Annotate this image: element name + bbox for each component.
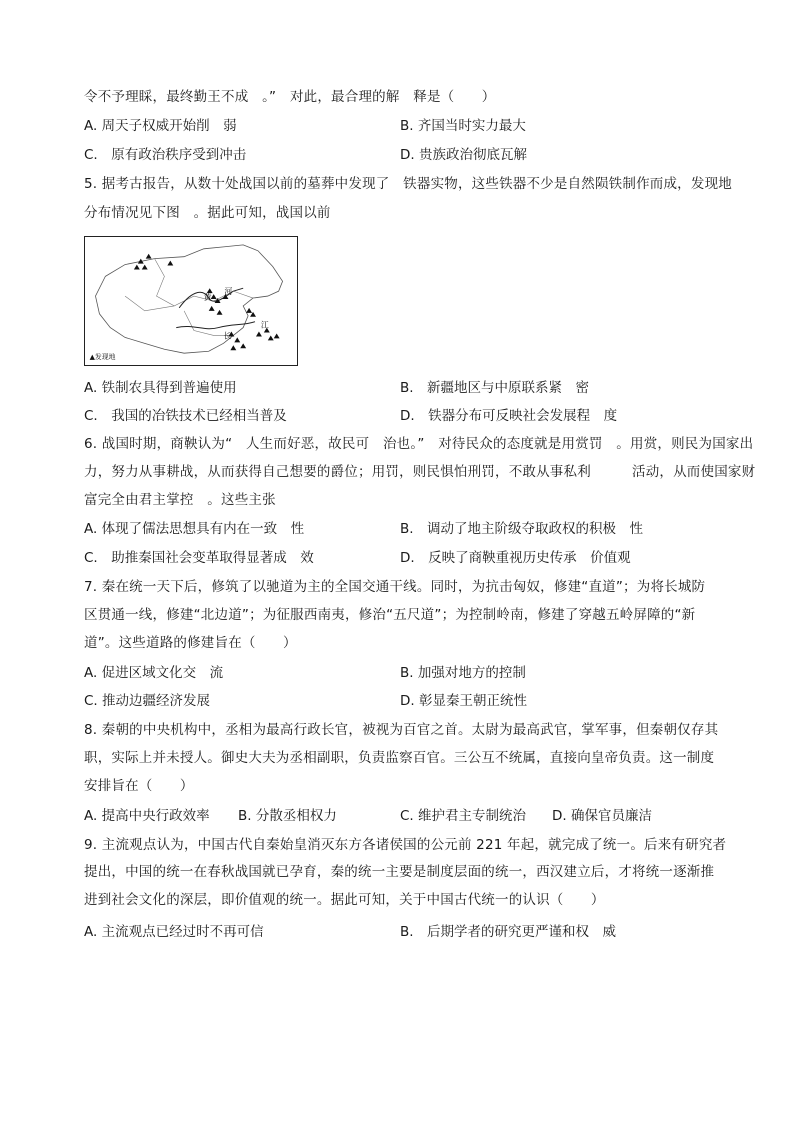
q5-option-a: A. 铁制农具得到普遍使用 <box>84 380 237 396</box>
find-marker <box>142 265 148 270</box>
q8-option-d: D. 确保官员廉洁 <box>552 808 652 824</box>
q7-option-d: D. 彰显秦王朝正统性 <box>400 693 527 709</box>
q7-option-a: A. 促进区域文化交 流 <box>84 665 224 681</box>
q6-option-a: A. 体现了儒法思想具有内在一致 性 <box>84 521 305 537</box>
river-label-jiang: 江 <box>260 320 269 330</box>
q8-option-a: A. 提高中央行政效率 <box>84 808 210 824</box>
iron-finds-map <box>84 236 298 366</box>
find-marker <box>240 343 246 348</box>
q4-option-c: C. 原有政治秩序受到冲击 <box>84 147 247 163</box>
q5-stem-line2: 分布情况见下图 。据此可知，战国以前 <box>84 205 331 221</box>
inner-boundary <box>125 296 174 311</box>
river-label-huang: 黄 <box>203 293 212 303</box>
q4-stem-tail: 令不予理睬，最终勤王不成 。” 对此，最合理的解 释是（ ） <box>84 89 496 105</box>
q6-stem-line1: 6. 战国时期，商鞅认为“ 人生而好恶，故民可 治也。” 对待民众的态度就是用赏罚 。用赏，则民为国家出 <box>84 436 754 452</box>
q5-option-b: B. 新疆地区与中原联系紧 密 <box>400 380 590 396</box>
q9-option-b: B. 后期学者的研究更严谨和权 威 <box>400 924 617 940</box>
river-label-he: 河 <box>224 287 233 297</box>
find-marker <box>134 265 140 270</box>
q9-stem-line3: 进到社会文化的深层，即价值观的统一。据此可知，关于中国古代统一的认识（ ） <box>84 892 605 908</box>
find-marker <box>274 333 280 338</box>
find-marker <box>256 332 262 337</box>
q6-stem-line3: 富完全由君主掌控 。这些主张 <box>84 492 276 508</box>
find-marker <box>234 337 240 342</box>
q8-option-b: B. 分散丞相权力 <box>238 808 337 824</box>
q5-option-c: C. 我国的冶铁技术已经相当普及 <box>84 408 287 424</box>
q7-stem-line2: 区贯通一线，修建“北边道”；为征服西南夷，修治“五尺道”；为控制岭南，修建了穿越五岭屏障的“新 <box>84 607 696 623</box>
border-outline <box>95 245 282 353</box>
q7-option-c: C. 推动边疆经济发展 <box>84 693 211 709</box>
q8-stem-line2: 职，实际上并未授人。御史大夫为丞相副职，负责监察百官。三公互不统属，直接向皇帝负责。这一制度 <box>84 750 715 766</box>
q5-stem-line1: 5. 据考古报告，从数十处战国以前的墓葬中发现了 铁器实物，这些铁器不少是自然陨铁制作而成，发现地 <box>84 176 732 192</box>
q4-option-a: A. 周天子权威开始削 弱 <box>84 118 237 134</box>
q9-option-a: A. 主流观点已经过时不再可信 <box>84 924 264 940</box>
river-label-chang: 长 <box>223 331 232 341</box>
q5-option-d: D. 铁器分布可反映社会发展程 度 <box>400 408 618 424</box>
find-marker <box>268 335 274 340</box>
q7-option-b: B. 加强对地方的控制 <box>400 665 526 681</box>
find-marker <box>146 254 152 259</box>
find-marker <box>246 308 252 313</box>
find-marker <box>217 310 223 315</box>
find-marker <box>209 306 215 311</box>
q7-stem-line3: 道”。这些道路的修建旨在（ ） <box>84 635 297 651</box>
q6-stem-line2: 力，努力从事耕战，从而获得自己想要的爵位；用罚，则民惧怕刑罚，不敢从事私利 活动，从而使国家财 <box>84 464 756 480</box>
map-legend: ▲发现地 <box>89 353 116 362</box>
q8-stem-line3: 安排旨在（ ） <box>84 778 194 794</box>
q6-option-b: B. 调动了地主阶级夺取政权的积极 性 <box>400 521 644 537</box>
q9-stem-line2: 提出，中国的统一在春秋战国就已孕育，秦的统一主要是制度层面的统一，西汉建立后，才将统一逐渐推 <box>84 864 715 880</box>
q6-option-c: C. 助推秦国社会变革取得显著成 效 <box>84 550 314 566</box>
find-marker <box>167 261 173 266</box>
china-map-svg <box>85 237 297 365</box>
find-marker <box>230 345 236 350</box>
q6-option-d: D. 反映了商鞅重视历史传承 价值观 <box>400 550 631 566</box>
q7-stem-line1: 7. 秦在统一天下后，修筑了以驰道为主的全国交通干线。同时，为抗击匈奴，修建“直道”；为将长城防 <box>84 579 706 595</box>
q4-option-b: B. 齐国当时实力最大 <box>400 118 526 134</box>
q4-option-d: D. 贵族政治彻底瓦解 <box>400 147 527 163</box>
q8-option-c: C. 维护君主专制统治 <box>400 808 527 824</box>
q8-stem-line1: 8. 秦朝的中央机构中，丞相为最高行政长官，被视为百官之首。太尉为最高武官，掌军事，但秦朝仅存其 <box>84 722 719 738</box>
q9-stem-line1: 9. 主流观点认为，中国古代自秦始皇消灭东方各诸侯国的公元前 221 年起，就完成了统一。后来有研究者 <box>84 837 727 853</box>
